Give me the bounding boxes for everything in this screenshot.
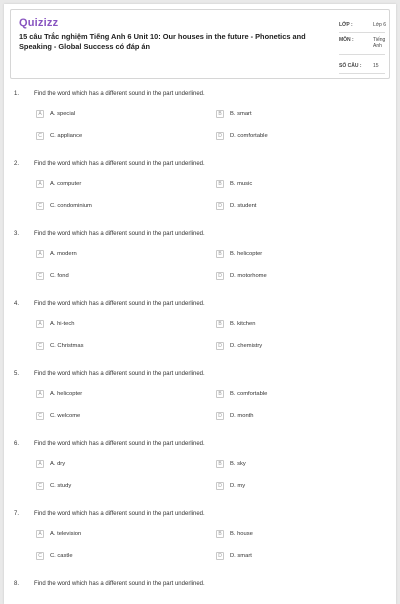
option-label: B. smart [230, 111, 252, 117]
option-label: A. computer [50, 181, 82, 187]
question-text: Find the word which has a different sound in the part underlined. [34, 441, 205, 447]
option-letter-box: C [36, 202, 44, 210]
meta-subject-label: MÔN : [339, 37, 354, 43]
option-label: D. smart [230, 553, 252, 559]
option-label: A. helicopter [50, 391, 83, 397]
option-label: D. chemistry [230, 343, 263, 349]
option-label: C. fond [50, 273, 69, 279]
option-label: B. helicopter [230, 251, 263, 257]
option-letter-box: A [36, 180, 44, 188]
question-text: Find the word which has a different sound in the part underlined. [34, 91, 205, 97]
worksheet-title: 15 câu Trắc nghiệm Tiếng Anh 6 Unit 10: Our houses in the future - Phonetics and Speaking - Global Success có đáp án [19, 32, 306, 51]
option-letter-box: A [36, 460, 44, 468]
option-letter-box: D [216, 132, 224, 140]
option-letter-box: D [216, 482, 224, 490]
option-letter-box: D [216, 342, 224, 350]
option-label: B. music [230, 181, 253, 187]
option-label: A. television [50, 531, 82, 537]
option-label: B. sky [230, 461, 246, 467]
option-letter-box: D [216, 552, 224, 560]
question-text: Find the word which has a different sound in the part underlined. [34, 301, 205, 307]
option-letter-box: C [36, 272, 44, 280]
meta-grade-label: LỚP : [339, 22, 353, 28]
option-letter-box: B [216, 110, 224, 118]
option-label: C. castle [50, 553, 73, 559]
question-text: Find the word which has a different sound in the part underlined. [34, 581, 205, 587]
option-label: C. appliance [50, 133, 83, 139]
option-label: A. dry [50, 461, 66, 467]
question-text: Find the word which has a different sound in the part underlined. [34, 231, 205, 237]
meta-divider [339, 32, 385, 33]
option-label: C. Christmas [50, 343, 84, 349]
option-letter-box: C [36, 482, 44, 490]
option-label: C. study [50, 483, 72, 489]
option-letter-box: A [36, 250, 44, 258]
meta-subject-value: Tiếng Anh [373, 37, 386, 49]
option-label: D. my [230, 483, 246, 489]
question-text: Find the word which has a different sound in the part underlined. [34, 161, 205, 167]
question-text: Find the word which has a different sound in the part underlined. [34, 511, 205, 517]
option-label: A. hi-tech [50, 321, 75, 327]
option-letter-box: D [216, 202, 224, 210]
option-label: D. motorhome [230, 273, 267, 279]
option-label: A. special [50, 111, 76, 117]
option-letter-box: C [36, 132, 44, 140]
meta-count-value: 15 [373, 63, 379, 69]
question-number: 4. [14, 301, 20, 307]
meta-count-label: SỐ CÂU : [339, 63, 362, 69]
question-number: 2. [14, 161, 20, 167]
option-label: A. modern [50, 251, 77, 257]
option-label: B. kitchen [230, 321, 256, 327]
option-label: B. comfortable [230, 391, 268, 397]
worksheet-meta [334, 10, 391, 80]
option-label: D. comfortable [230, 133, 268, 139]
meta-grade-value: Lớp 6 [373, 22, 387, 28]
question-text: Find the word which has a different sound in the part underlined. [34, 371, 205, 377]
option-letter-box: B [216, 320, 224, 328]
option-letter-box: B [216, 390, 224, 398]
option-letter-box: A [36, 530, 44, 538]
option-letter-box: C [36, 552, 44, 560]
question-number: 5. [14, 371, 20, 377]
option-letter-box: B [216, 180, 224, 188]
option-letter-box: A [36, 320, 44, 328]
question-number: 6. [14, 441, 20, 447]
option-label: D. month [230, 413, 254, 419]
question-number: 7. [14, 511, 20, 517]
meta-divider [339, 73, 385, 74]
option-letter-box: A [36, 390, 44, 398]
option-label: C. condominium [50, 203, 92, 209]
option-label: D. student [230, 203, 257, 209]
meta-divider [339, 54, 385, 55]
option-letter-box: C [36, 412, 44, 420]
option-letter-box: B [216, 250, 224, 258]
option-label: C. welcome [50, 413, 81, 419]
quizizz-logo[interactable]: Quizizz [19, 17, 59, 29]
option-letter-box: D [216, 272, 224, 280]
option-letter-box: A [36, 110, 44, 118]
option-letter-box: D [216, 412, 224, 420]
question-number: 3. [14, 231, 20, 237]
question-number: 8. [14, 581, 20, 587]
worksheet-page [4, 4, 396, 604]
question-number: 1. [14, 91, 20, 97]
option-letter-box: C [36, 342, 44, 350]
option-letter-box: B [216, 530, 224, 538]
option-letter-box: B [216, 460, 224, 468]
worksheet-header [10, 9, 390, 79]
option-label: B. house [230, 531, 253, 537]
